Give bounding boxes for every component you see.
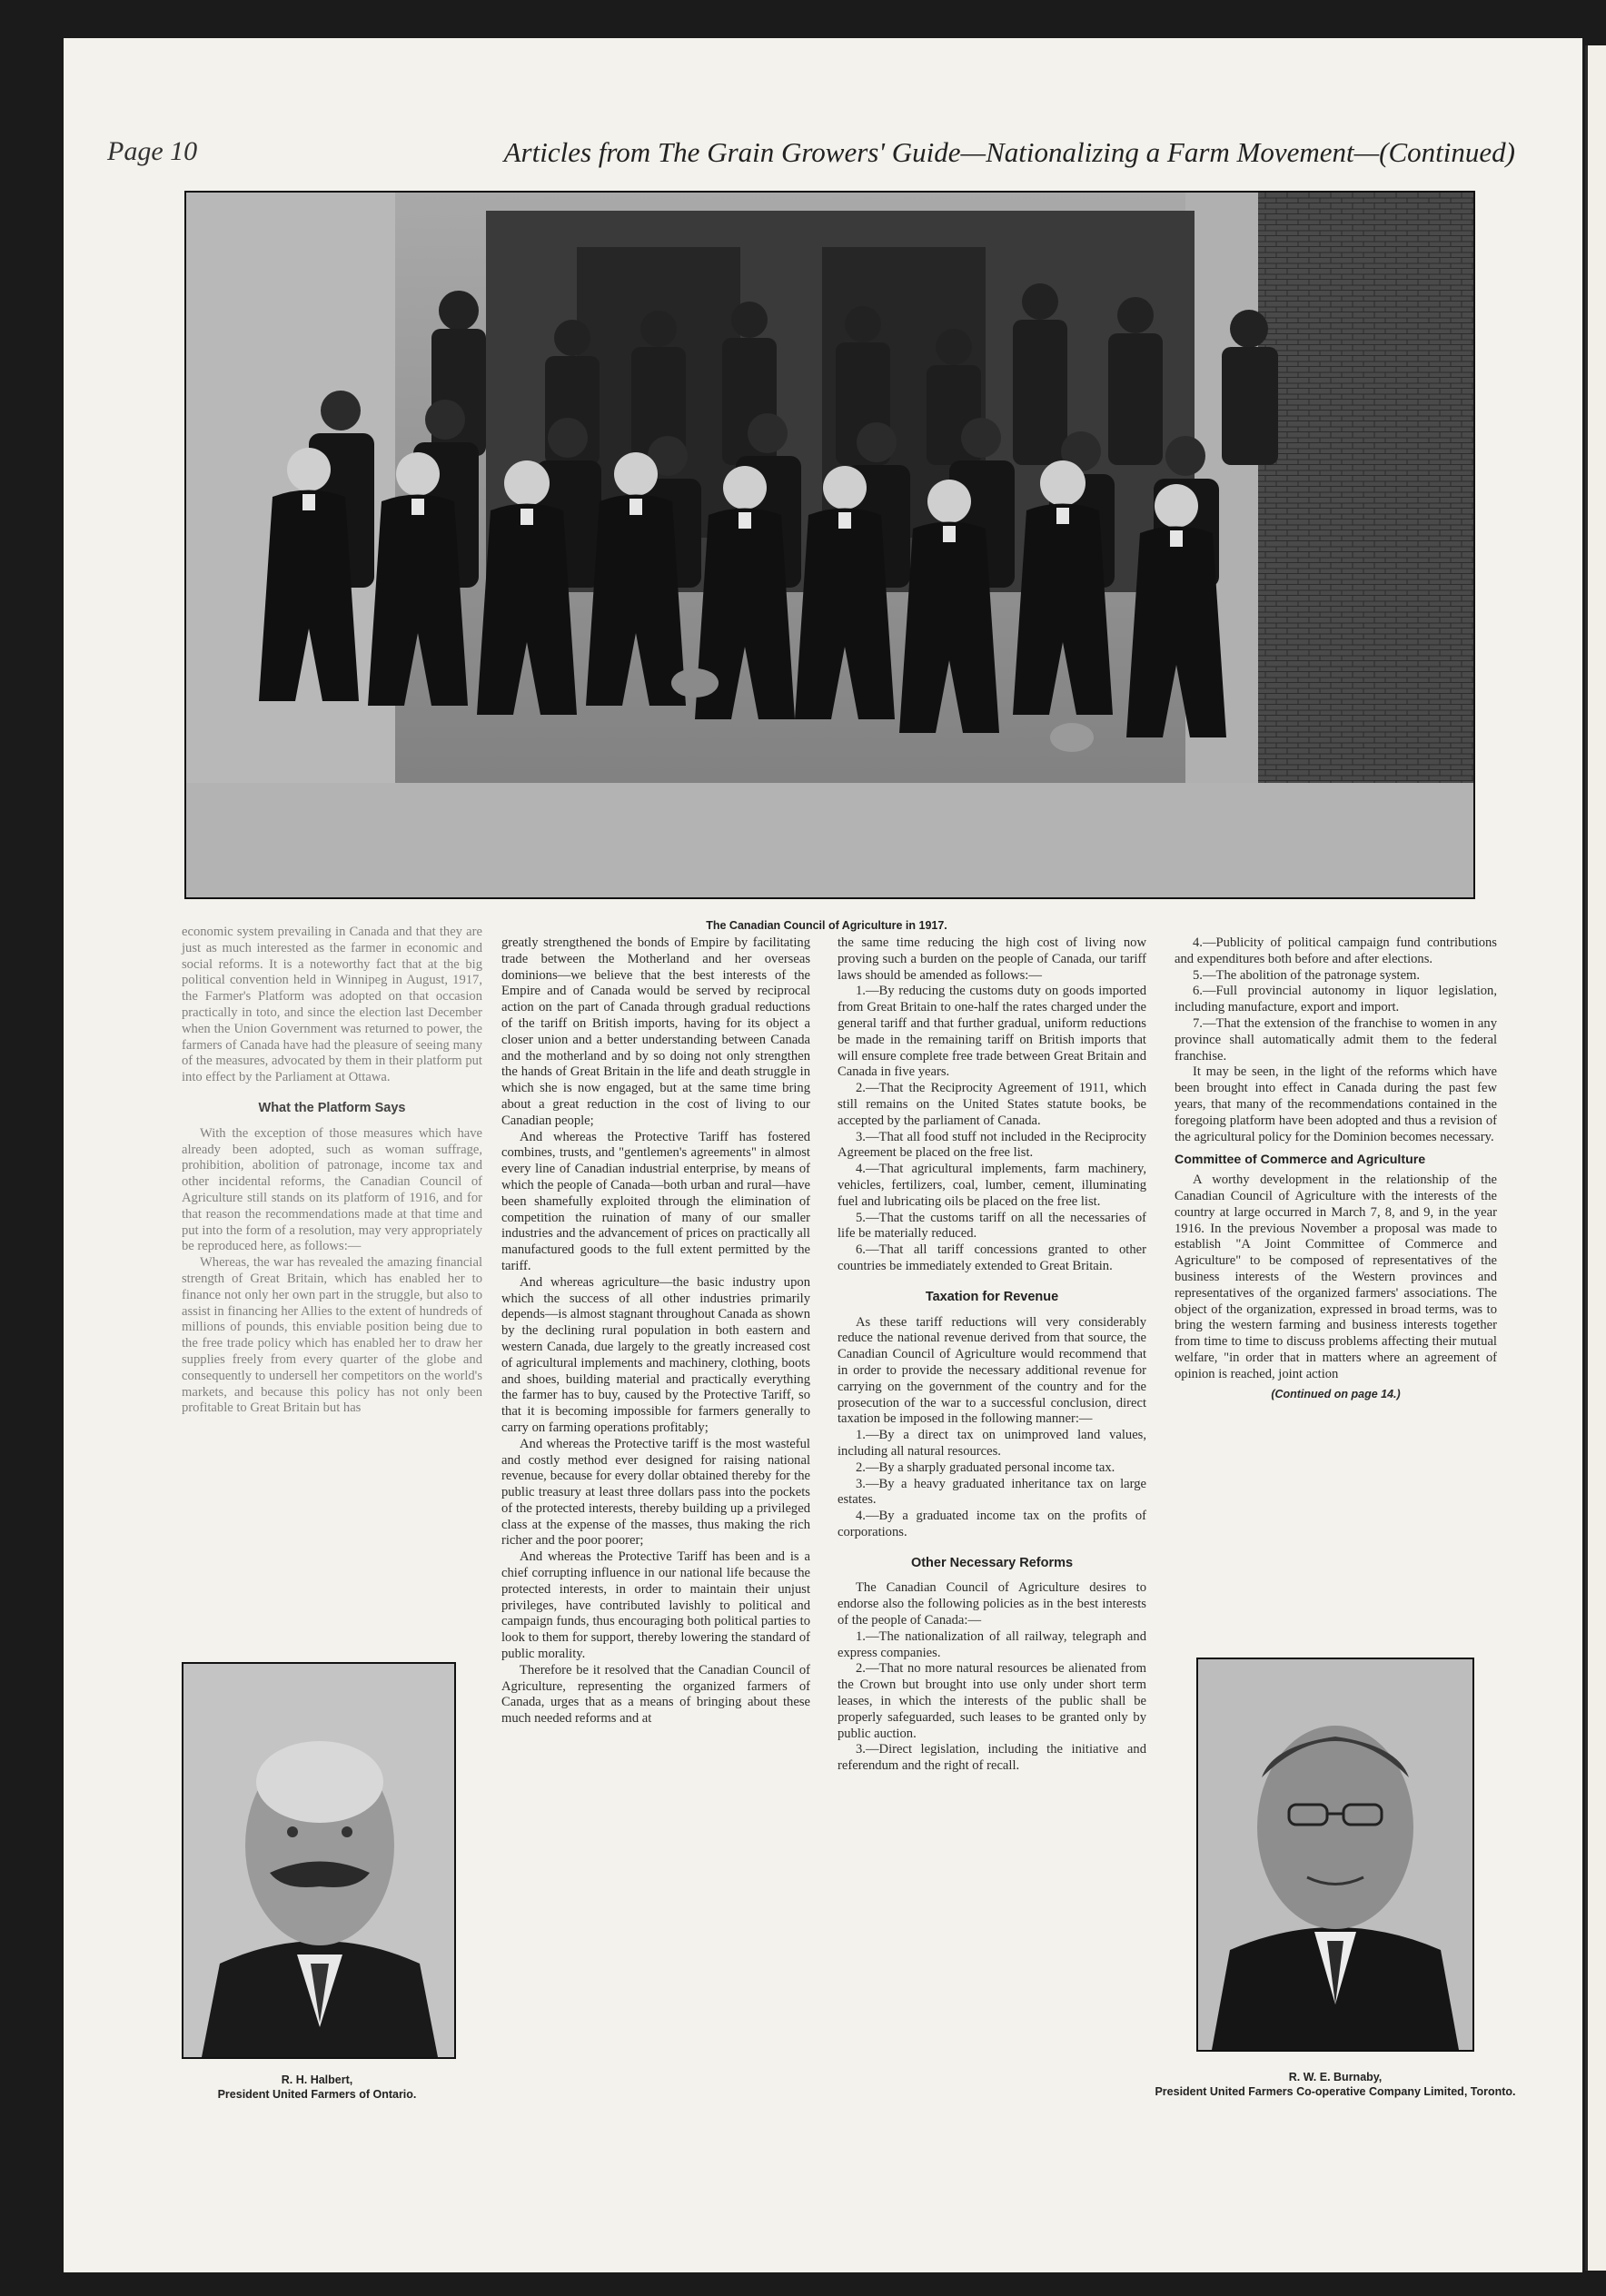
col1-paragraph: With the exception of those measures which have already been adopted, such as woman suffrage, prohibition, abolition of patronage, income tax and other incidental reforms, the Canadian Council of Agriculture still stands on its platform of 1916, and for that reason the recommendations made at that time and put into the form of a resolution, may very appropriately be reproduced here, as follows:— [182, 1125, 482, 1254]
tax-item: 4.—By a graduated income tax on the profits of corporations. [838, 1509, 1146, 1539]
running-head: Articles from The Grain Growers' Guide—Nationalizing a Farm Movement—(Continued) [503, 136, 1515, 168]
portrait-burnaby-illustration [1198, 1659, 1472, 2050]
col2-paragraph: And whereas the Protective Tariff has been and is a chief corrupting influence in our national life because the protected interests, in order to maintain their unjust privileges, have contributed lavishly to political and campaign funds, thus encouraging both political parties to look to them for support, thereby lowering the standard of public morality. [501, 1549, 810, 1662]
heading-other-necessary-reforms: Other Necessary Reforms [910, 1555, 1074, 1570]
portrait-halbert-illustration [183, 1664, 454, 2057]
col2-paragraph: And whereas the Protective tariff is the most wasteful and costly method ever designed for raising national revenue, because for every dollar obtained thereby for the public treasury at least three dollars pass into the pockets of the protected interests, thereby building up a privileged class at the expense of the masses, thus making the rich richer and the poor poorer; [501, 1436, 810, 1549]
group-photo-illustration [186, 193, 1473, 897]
col2-paragraph: And whereas the Protective Tariff has fostered combines, trusts, and "gentlemen's agreements" in almost every line of Canadian industrial enterprise, by means of which the people of Canada—both urban and rural—have been shamefully exploited through the elimination of competition the ruination of many of our smaller industries and the advancement of prices on practically all manufactured goods to the full extent permitted by the tariff. [501, 1129, 810, 1273]
group-photo-caption: The Canadian Council of Agriculture in 1917. [706, 919, 947, 932]
portrait-halbert [182, 1662, 456, 2059]
reform-item: 1.—The nationalization of all railway, telegraph and express companies. [838, 1628, 1146, 1660]
heading-committee-of-commerce-and-agriculture: Committee of Commerce and Agriculture [1175, 1153, 1426, 1168]
col3-paragraph: the same time reducing the high cost of living now proving such a burden on the people of Canada, our tariff laws should be amended as follows:— [838, 935, 1146, 983]
page-number: Page 10 [107, 136, 198, 166]
reform-item: 3.—Direct legislation, including the initiative and referendum and the right of recall. [838, 1742, 1146, 1774]
halbert-caption [127, 2073, 507, 2103]
reform-item: 5.—The abolition of the patronage system. [1193, 967, 1421, 983]
col2-paragraph: And whereas agriculture—the basic industry upon which the success of all other industries primarily depends—is almost stagnant throughout Canada as shown by the declining rural population in both eastern and western Canada, due largely to the greatly increased cost of agricultural implements and machinery, clothing, boots and shoes, building material and practically everything the farmer has to buy, caused by the Protective Tariff, so that it is becoming impossible for farmers generally to carry on farming operations profitably; [501, 1274, 810, 1435]
col3-paragraph: The Canadian Council of Agriculture desires to endorse also the following policies as in the best interests of the people of Canada:— [838, 1580, 1146, 1628]
col4-paragraph: A worthy development in the relationship of the Canadian Council of Agriculture with the interests of the country at large occurred in March 7, 8, and 9, in the year 1916. In the previous November a proposal was made to establish "A Joint Committee of Commerce and Agriculture" to be composed of representatives of the business interests of the Western provinces and representatives of the organized farmers' associations. The object of the organization, expressed in broad terms, was to bring the western farming and business interests together from time to time to discuss problems affecting their mutual welfare, "in order that in matters where an agreement of opinion is reached, joint action [1175, 1173, 1497, 1381]
tax-item: 3.—By a heavy graduated inheritance tax on large estates. [838, 1476, 1146, 1508]
burnaby-title: President United Farmers Co-operative Company Limited, Toronto. [1155, 2085, 1516, 2099]
reform-item: 6.—Full provincial autonomy in liquor legislation, including manufacture, export and import. [1175, 984, 1497, 1015]
reform-item: 2.—That no more natural resources be alienated from the Crown but brought into use only under short term leases, in which the interests of the public shall be properly safeguarded, such leases to be granted only by public auction. [838, 1661, 1146, 1741]
tariff-item: 5.—That the customs tariff on all the necessaries of life be materially reduced. [838, 1210, 1146, 1242]
tariff-item: 3.—That all food stuff not included in the Reciprocity Agreement be placed on the free list. [838, 1129, 1146, 1161]
burnaby-caption [1154, 2070, 1517, 2100]
halbert-name: R. H. Halbert, [281, 2073, 353, 2086]
tariff-item: 4.—That agricultural implements, farm machinery, vehicles, fertilizers, coal, lumber, cement, illuminating fuel and lubricating oils be placed on the free list. [838, 1162, 1146, 1209]
column-2 [501, 935, 810, 2103]
group-photograph [184, 191, 1475, 899]
column-1 [182, 925, 482, 1417]
burnaby-name: R. W. E. Burnaby, [1288, 2071, 1383, 2083]
tariff-item: 6.—That all tariff concessions granted to other countries be immediately extended to Great Britain. [838, 1242, 1146, 1273]
col1-paragraph: Whereas, the war has revealed the amazing financial strength of Great Britain, which has enabled her to finance not only her own part in the struggle, but also to assist in financing her Allies to the extent of hundreds of millions of pounds, this enviable position being due to the free trade policy which has enabled her to draw her supplies freely from every quarter of the globe and consequently to undersell her competitors on the world's markets, and because this policy has not only been profitable to Great Britain but has [182, 1255, 482, 1416]
col2-paragraph: Therefore be it resolved that the Canadian Council of Agriculture, representing the organized farmers of Canada, urges that as a means of bringing about these much needed reforms and at [501, 1662, 810, 1727]
portrait-burnaby [1196, 1658, 1474, 2052]
col4-paragraph: It may be seen, in the light of the reforms which have been brought into effect in Canada during the past few years, that many of the recommendations contained in the foregoing platform have been adopted and thus a revision of the agricultural policy for the Dominion becomes necessary. [1175, 1064, 1497, 1144]
continued-note: (Continued on page 14.) [1271, 1387, 1401, 1400]
tax-item: 2.—By a sharply graduated personal income tax. [856, 1460, 1115, 1475]
tariff-item: 1.—By reducing the customs duty on goods imported from Great Britain to one-half the rates charged under the general tariff and that further gradual, uniform reductions be made in the remaining tariff on British imports that will ensure complete free trade between Great Britain and Canada in five years. [838, 984, 1146, 1080]
column-3 [838, 935, 1146, 2103]
col3-paragraph: As these tariff reductions will very considerably reduce the national revenue derived from that source, the Canadian Council of Agriculture would recommend that in order to provide the necessary additional revenue for carrying on the government of the country and for the prosecution of the war to a successful conclusion, direct taxation be imposed in the following manner:— [838, 1314, 1146, 1427]
tax-item: 1.—By a direct tax on unimproved land values, including all natural resources. [838, 1428, 1146, 1459]
reform-item: 4.—Publicity of political campaign fund contributions and expenditures both before and after elections. [1175, 935, 1497, 966]
column-4 [1175, 935, 1497, 1644]
reform-item: 7.—That the extension of the franchise to women in any province shall automatically admit them to the federal franchise. [1175, 1015, 1497, 1064]
heading-what-the-platform-says: What the Platform Says [258, 1100, 406, 1115]
tariff-item: 2.—That the Reciprocity Agreement of 1911, which still remains on the United States statute books, be accepted by the parliament of Canada. [838, 1081, 1146, 1128]
adjacent-page-edge [1585, 45, 1606, 2271]
halbert-title: President United Farmers of Ontario. [217, 2088, 417, 2102]
col1-paragraph: economic system prevailing in Canada and that they are just as much interested as the farmer in economic and social reforms. It is a noteworthy fact that at the big political convention held in Winnipeg in August, 1917, the Farmer's Platform was adopted on that occasion practically in toto, and since the election last December when the Union Government was returned to power, the farmers of Canada have had the pleasure of seeing many of the measures, advocated by them in their platform put into effect by the Parliament at Ottawa. [182, 925, 482, 1085]
col2-paragraph: greatly strengthened the bonds of Empire by facilitating trade between the Motherland and her overseas dominions—we believe that the best interests of the Empire and of Canada would be served by reciprocal action on the part of Canada through gradual reductions of the tariff on British imports, having for its object a closer union and a better understanding between Canada and the motherland and by so doing not only strengthen the hands of Great Britain in the life and death struggle in which she is now engaged, but at the same time bring about a great reduction in the cost of living to our Canadian people; [501, 935, 810, 1128]
heading-taxation-for-revenue: Taxation for Revenue [925, 1289, 1059, 1304]
